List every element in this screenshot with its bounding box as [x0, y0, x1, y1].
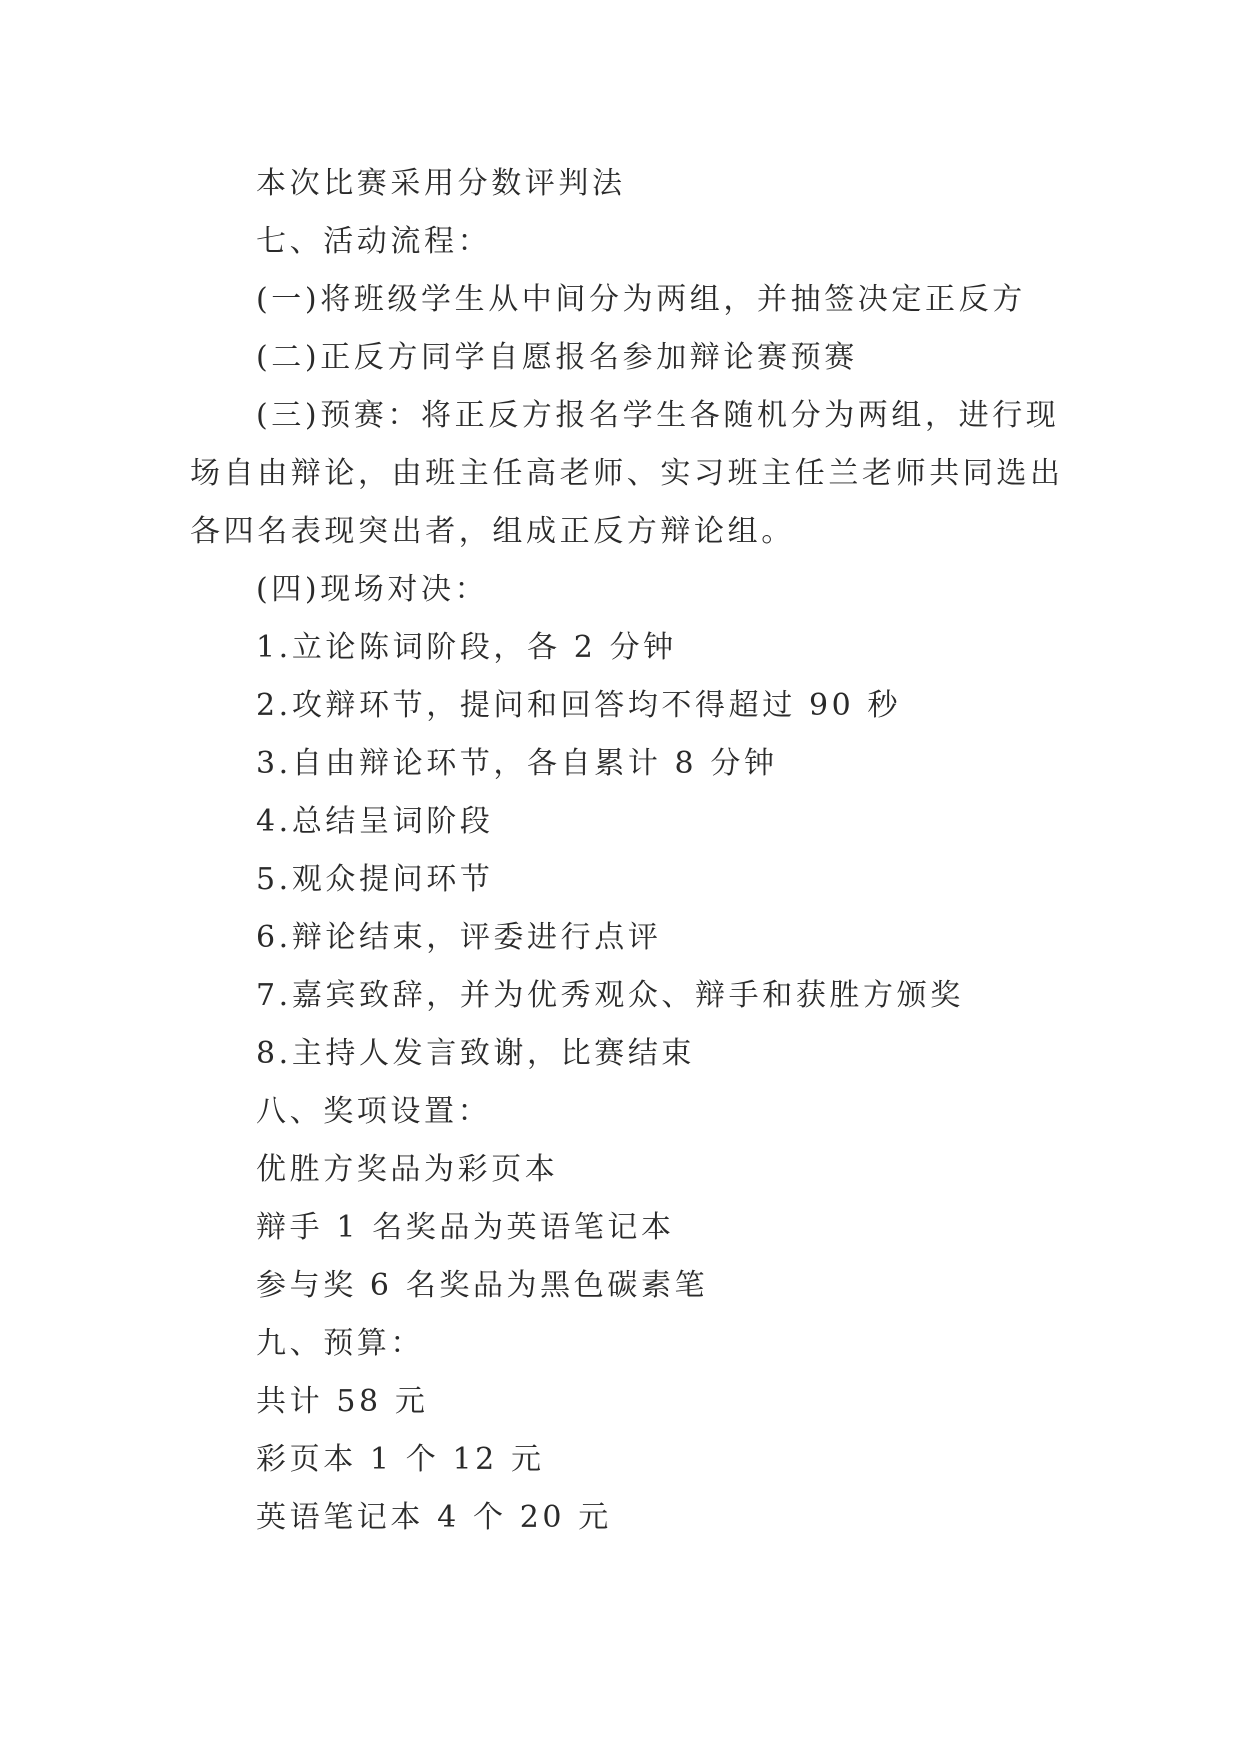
- list-item: 4.总结呈词阶段: [256, 804, 494, 839]
- list-item: 2.攻辩环节，提问和回答均不得超过 90 秒: [256, 688, 902, 723]
- list-item: 5.观众提问环节: [256, 862, 494, 897]
- text-line: (一)将班级学生从中间分为两组，并抽签决定正反方: [256, 282, 1026, 317]
- text-line: (二)正反方同学自愿报名参加辩论赛预赛: [256, 340, 858, 375]
- list-item: 1.立论陈词阶段，各 2 分钟: [256, 630, 677, 665]
- text-line: 各四名表现突出者，组成正反方辩论组。: [190, 514, 795, 549]
- section-heading: 七、活动流程：: [256, 224, 492, 259]
- text-line: 优胜方奖品为彩页本: [256, 1152, 559, 1187]
- text-line: 共计 58 元: [256, 1384, 429, 1419]
- list-item: 6.辩论结束，评委进行点评: [256, 920, 662, 955]
- text-line: (四)现场对决：: [256, 572, 489, 607]
- text-line: 参与奖 6 名奖品为黑色碳素笔: [256, 1268, 709, 1303]
- list-item: 7.嘉宾致辞，并为优秀观众、辩手和获胜方颁奖: [256, 978, 964, 1013]
- text-line: 彩页本 1 个 12 元: [256, 1442, 545, 1477]
- list-item: 8.主持人发言致谢，比赛结束: [256, 1036, 696, 1071]
- text-line: 辩手 1 名奖品为英语笔记本: [256, 1210, 675, 1245]
- text-line: 本次比赛采用分数评判法: [256, 166, 626, 201]
- text-line: 英语笔记本 4 个 20 元: [256, 1500, 612, 1535]
- section-heading: 九、预算：: [256, 1326, 424, 1361]
- list-item: 3.自由辩论环节，各自累计 8 分钟: [256, 746, 778, 781]
- text-line: (三)预赛：将正反方报名学生各随机分为两组，进行现: [256, 398, 1060, 433]
- text-line: 场自由辩论，由班主任高老师、实习班主任兰老师共同选出: [190, 456, 1064, 491]
- section-heading: 八、奖项设置：: [256, 1094, 492, 1129]
